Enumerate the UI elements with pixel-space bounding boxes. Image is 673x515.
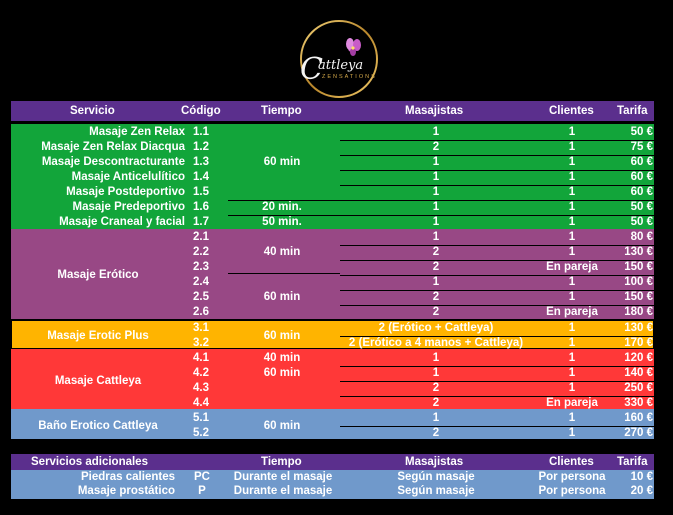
service-clients: En pareja	[546, 397, 598, 409]
service-name: Masaje Craneal y facial	[59, 216, 185, 228]
header-clients: Clientes	[549, 105, 594, 117]
service-therapists: 1	[432, 201, 440, 213]
service-code: 1.7	[193, 216, 209, 228]
service-code: 2.2	[193, 246, 209, 258]
service-rate: 60 €	[630, 186, 653, 198]
service-therapists: 2	[432, 141, 440, 153]
logo	[298, 18, 380, 100]
service-rate: 60 €	[630, 171, 653, 183]
service-clients: 1	[568, 291, 576, 303]
service-clients: 1	[568, 276, 576, 288]
extra-service-rate: 20 €	[630, 485, 653, 497]
service-rate: 150 €	[624, 261, 653, 273]
service-therapists: 2	[432, 306, 440, 318]
header-service: Servicio	[70, 105, 115, 117]
extra-service-rate: 10 €	[630, 471, 653, 483]
service-rate: 50 €	[630, 216, 653, 228]
service-therapists: 2	[432, 246, 440, 258]
service-code: 4.1	[193, 352, 209, 364]
service-rate: 140 €	[624, 367, 653, 379]
service-therapists: 2	[432, 397, 440, 409]
main-table-header	[11, 101, 654, 121]
service-rate: 160 €	[624, 412, 653, 424]
service-code: 2.1	[193, 231, 209, 243]
service-time: 40 min	[263, 352, 301, 364]
extra-table-header	[11, 454, 654, 470]
service-therapists: 1	[432, 171, 440, 183]
service-clients: En pareja	[546, 261, 598, 273]
extra-service-clients: Por persona	[538, 471, 606, 483]
extra-service-code: P	[198, 485, 206, 497]
service-clients: 1	[568, 141, 576, 153]
service-clients: En pareja	[546, 306, 598, 318]
group-service-name: Baño Erotico Cattleya	[38, 420, 158, 432]
service-therapists: 1	[432, 126, 440, 138]
service-therapists: 1	[432, 216, 440, 228]
service-therapists: 1	[432, 367, 440, 379]
logo-initial: C	[300, 52, 323, 87]
service-clients: 1	[568, 216, 576, 228]
service-name: Masaje Descontracturante	[41, 156, 185, 168]
service-clients: 1	[568, 186, 576, 198]
extra-header-time: Tiempo	[261, 456, 302, 468]
extra-service-time: Durante el masaje	[233, 471, 333, 483]
service-rate: 170 €	[624, 337, 653, 349]
service-rate: 60 €	[630, 156, 653, 168]
service-clients: 1	[568, 171, 576, 183]
service-therapists: 2	[432, 382, 440, 394]
service-clients: 1	[568, 231, 576, 243]
service-rate: 150 €	[624, 291, 653, 303]
orchid-icon	[346, 38, 361, 56]
service-code: 2.3	[193, 261, 209, 273]
group-service-name: Masaje Cattleya	[54, 375, 142, 387]
service-code: 5.1	[193, 412, 209, 424]
group-service-name: Masaje Erotic Plus	[47, 330, 149, 342]
service-rate: 130 €	[624, 246, 653, 258]
header-code: Código	[181, 105, 221, 117]
service-therapists: 1	[432, 352, 440, 364]
extra-service-code: PC	[194, 471, 210, 483]
extra-header-therapists: Masajistas	[405, 456, 464, 468]
service-code: 3.1	[193, 322, 209, 334]
service-clients: 1	[568, 156, 576, 168]
service-rate: 330 €	[624, 397, 653, 409]
service-time: 60 min	[263, 291, 301, 303]
service-name: Masaje Zen Relax	[89, 126, 185, 138]
extra-service-time: Durante el masaje	[233, 485, 333, 497]
extra-header-rate: Tarifa	[617, 456, 648, 468]
service-rate: 120 €	[624, 352, 653, 364]
service-clients: 1	[568, 126, 576, 138]
service-rate: 75 €	[630, 141, 653, 153]
service-clients: 1	[568, 427, 576, 439]
service-rate: 100 €	[624, 276, 653, 288]
service-code: 1.3	[193, 156, 209, 168]
header-therapists: Masajistas	[405, 105, 464, 117]
group-service-time: 60 min	[263, 330, 301, 342]
service-time: 60 min	[263, 367, 301, 379]
service-therapists: 2	[432, 291, 440, 303]
service-clients: 1	[568, 337, 576, 349]
service-code: 1.6	[193, 201, 209, 213]
service-therapists: 1	[432, 276, 440, 288]
service-time: 20 min.	[262, 201, 302, 213]
service-therapists: 1	[432, 186, 440, 198]
service-time: 50 min.	[262, 216, 302, 228]
service-clients: 1	[568, 322, 576, 334]
service-code: 3.2	[193, 337, 209, 349]
service-clients: 1	[568, 201, 576, 213]
service-code: 1.2	[193, 141, 209, 153]
extra-service-therapists: Según masaje	[397, 485, 475, 497]
service-code: 1.4	[193, 171, 209, 183]
service-therapists: 2 (Erótico a 4 manos + Cattleya)	[348, 337, 524, 349]
group-service-name: Masaje Erótico	[57, 269, 139, 281]
service-code: 2.6	[193, 306, 209, 318]
service-time: 60 min	[263, 156, 301, 168]
service-rate: 270 €	[624, 427, 653, 439]
service-rate: 180 €	[624, 306, 653, 318]
extra-service-name: Piedras calientes	[81, 471, 175, 483]
extra-service-therapists: Según masaje	[397, 471, 475, 483]
logo-script: attleya	[318, 58, 364, 73]
service-rate: 50 €	[630, 201, 653, 213]
header-time: Tiempo	[261, 105, 302, 117]
service-therapists: 1	[432, 156, 440, 168]
service-code: 1.5	[193, 186, 209, 198]
logo-subtitle: ZENSATIONS	[322, 74, 377, 80]
service-name: Masaje Zen Relax Diacqua	[41, 141, 185, 153]
service-clients: 1	[568, 352, 576, 364]
service-rate: 80 €	[630, 231, 653, 243]
service-code: 5.2	[193, 427, 209, 439]
extra-header-clients: Clientes	[549, 456, 594, 468]
service-name: Masaje Anticelulítico	[71, 171, 185, 183]
service-code: 2.5	[193, 291, 209, 303]
service-code: 4.4	[193, 397, 209, 409]
service-code: 4.3	[193, 382, 209, 394]
service-therapists: 1	[432, 412, 440, 424]
header-rate: Tarifa	[617, 105, 648, 117]
service-therapists: 1	[432, 231, 440, 243]
service-clients: 1	[568, 382, 576, 394]
service-therapists: 2 (Erótico + Cattleya)	[378, 322, 494, 334]
service-time: 40 min	[263, 246, 301, 258]
service-code: 1.1	[193, 126, 209, 138]
service-rate: 250 €	[624, 382, 653, 394]
service-code: 2.4	[193, 276, 209, 288]
service-rate: 50 €	[630, 126, 653, 138]
service-therapists: 2	[432, 427, 440, 439]
extra-service-clients: Por persona	[538, 485, 606, 497]
group-service-time: 60 min	[263, 420, 301, 432]
service-rate: 130 €	[624, 322, 653, 334]
service-name: Masaje Postdeportivo	[66, 186, 185, 198]
service-therapists: 2	[432, 261, 440, 273]
service-code: 4.2	[193, 367, 209, 379]
service-clients: 1	[568, 412, 576, 424]
extra-service-name: Masaje prostático	[77, 485, 175, 497]
service-name: Masaje Predeportivo	[72, 201, 185, 213]
service-clients: 1	[568, 246, 576, 258]
service-clients: 1	[568, 367, 576, 379]
extra-header-service: Servicios adicionales	[31, 456, 148, 468]
